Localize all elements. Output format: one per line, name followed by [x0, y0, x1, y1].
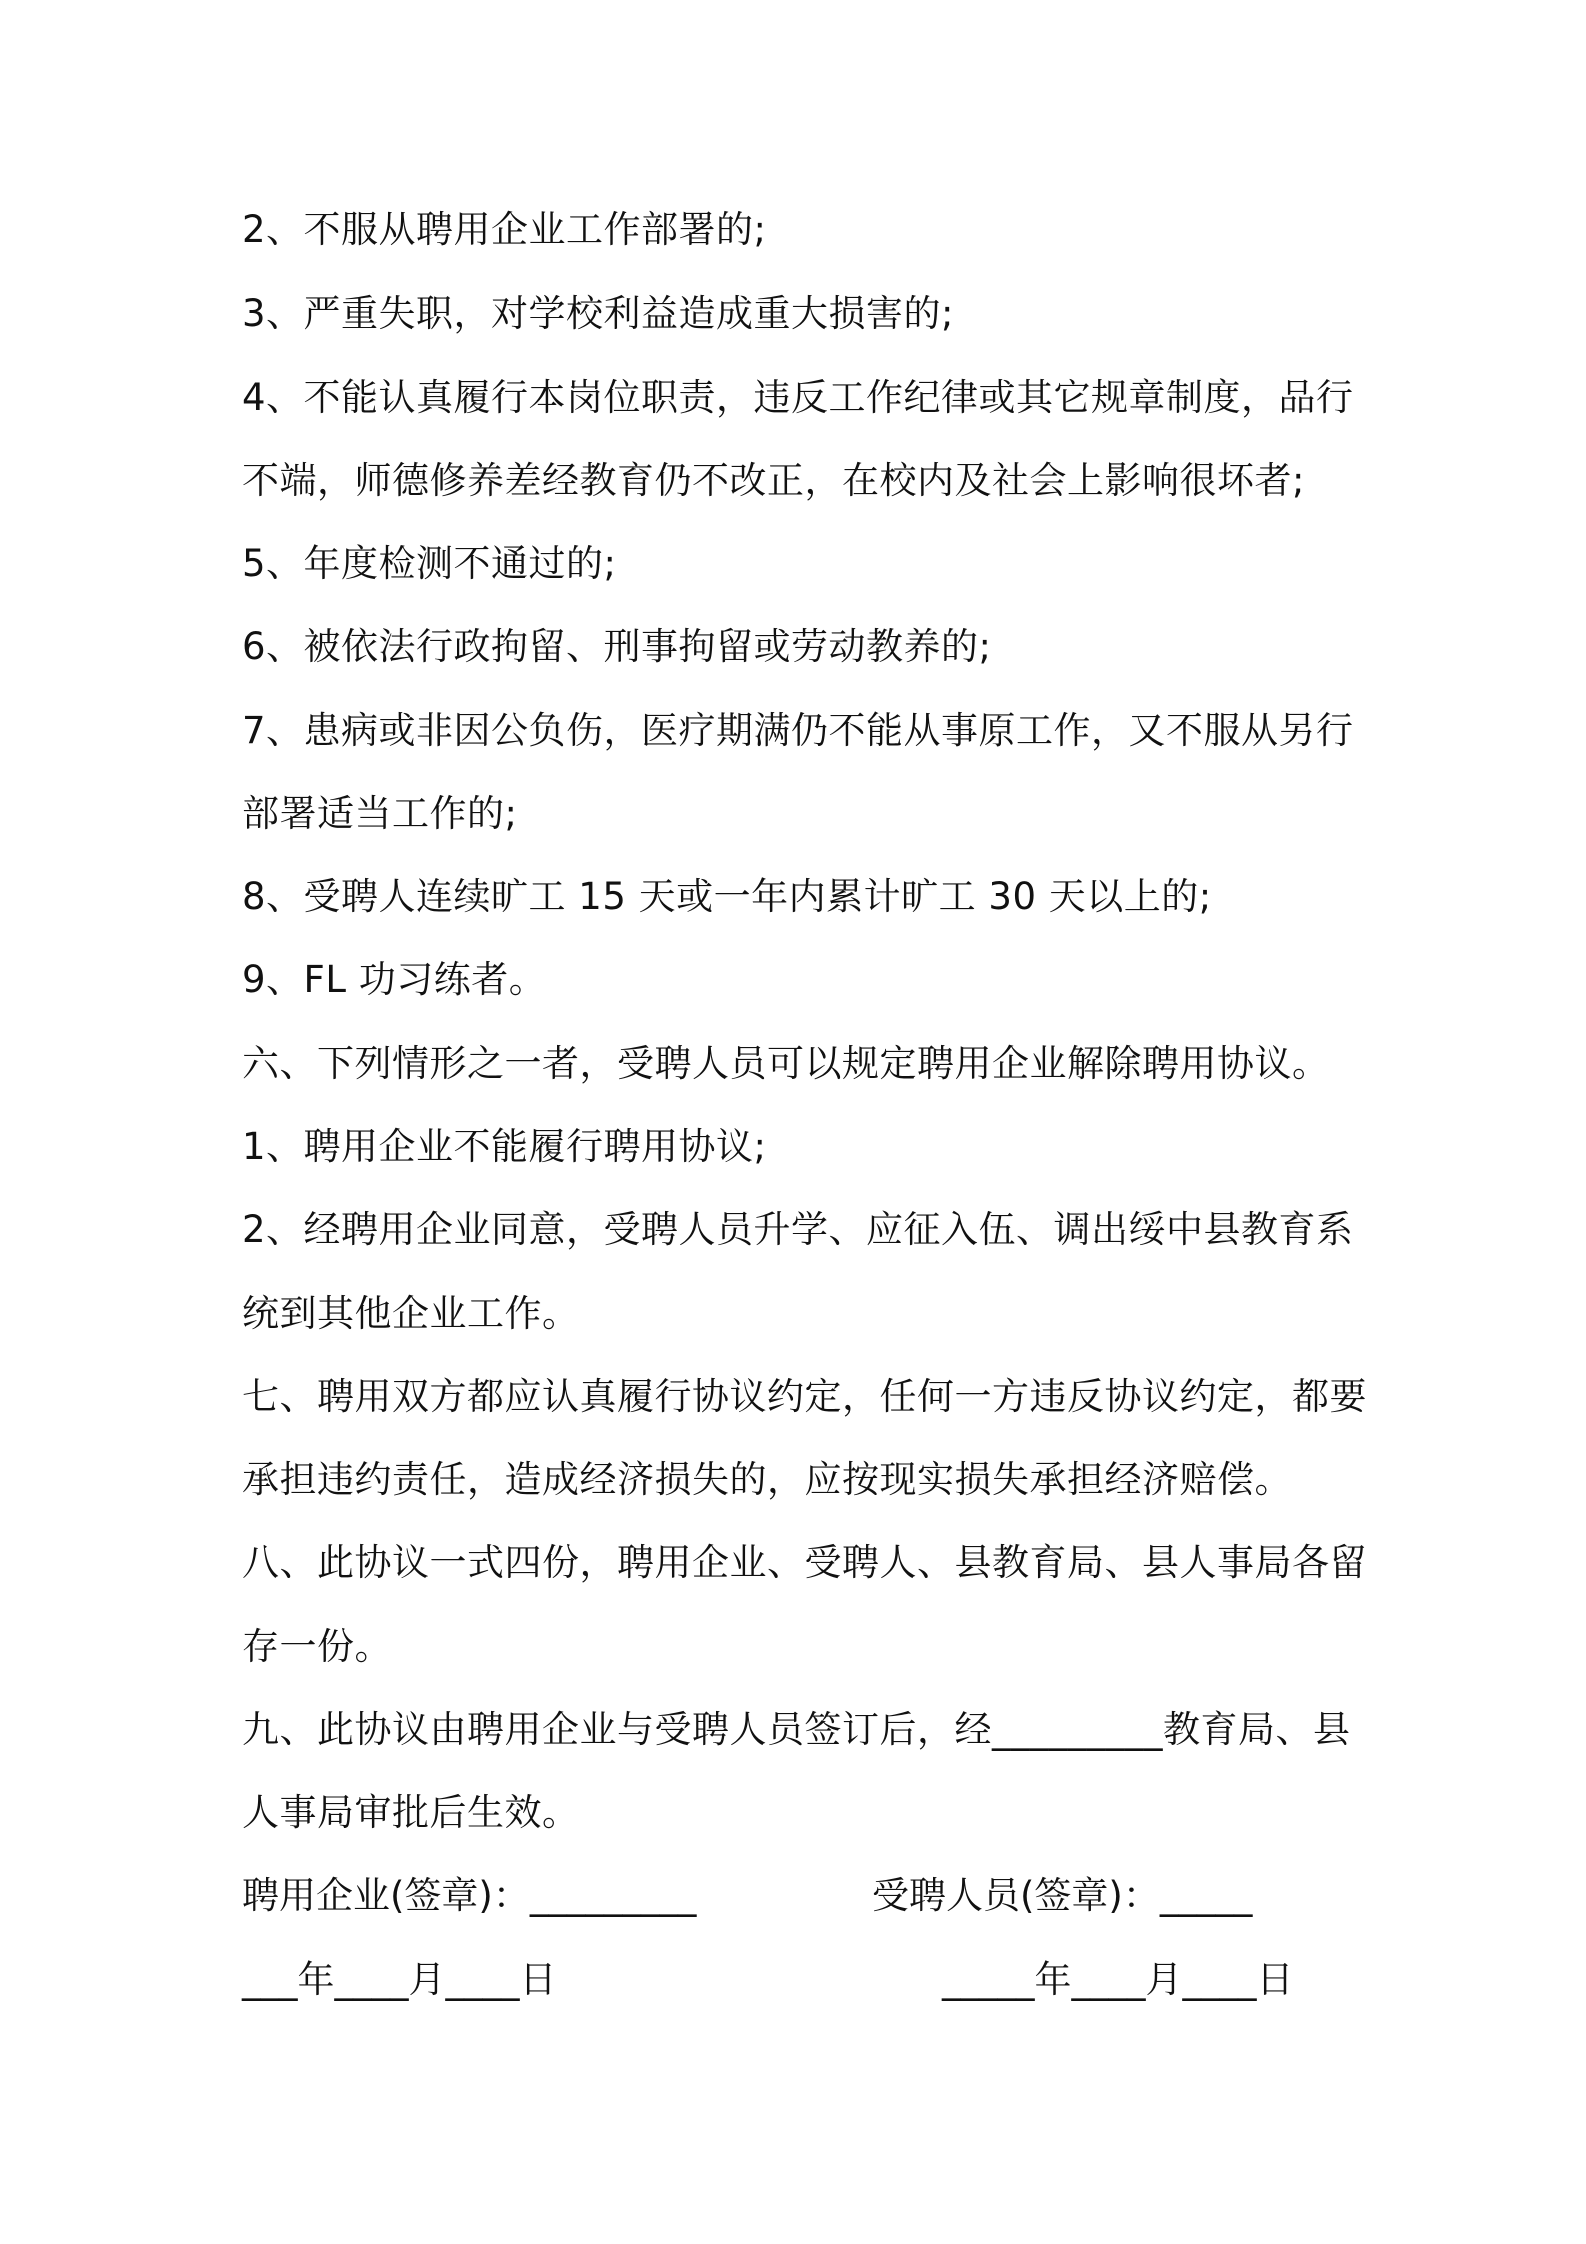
employer-date: ___年____月____日 [242, 1958, 557, 2001]
clause-line: 3、严重失职，对学校利益造成重大损害的; [242, 292, 955, 335]
section-heading-line: 七、聘用双方都应认真履行协议约定，任何一方违反协议约定，都要 [242, 1375, 1367, 1418]
clause-line: 8、受聘人连续旷工 15 天或一年内累计旷工 30 天以上的; [242, 875, 1212, 918]
signature-row [242, 1870, 1362, 1922]
employer-signature: 聘用企业(签章)：_________ [242, 1874, 697, 1917]
clause-line: 统到其他企业工作。 [242, 1292, 580, 1335]
clause-line: 2、经聘用企业同意，受聘人员升学、应征入伍、调出绥中县教育系 [242, 1208, 1354, 1251]
clause-line: 5、年度检测不通过的; [242, 542, 617, 585]
section-heading-line: 八、此协议一式四份，聘用企业、受聘人、县教育局、县人事局各留 [242, 1541, 1367, 1584]
clause-line: 存一份。 [242, 1625, 392, 1668]
clause-line: 6、被依法行政拘留、刑事拘留或劳动教养的; [242, 625, 992, 668]
clause-line: 9、FL 功习练者。 [242, 958, 547, 1001]
clause-line: 1、聘用企业不能履行聘用协议; [242, 1125, 767, 1168]
employee-signature: 受聘人员(签章)：_____ [872, 1874, 1253, 1917]
date-row [242, 1954, 1362, 2006]
clause-line: 人事局审批后生效。 [242, 1791, 580, 1834]
clause-line: 4、不能认真履行本岗位职责，违反工作纪律或其它规章制度，品行 [242, 376, 1354, 419]
employee-date: _____年____月____日 [942, 1958, 1294, 2001]
section-heading-line: 九、此协议由聘用企业与受聘人员签订后，经_________教育局、县 [242, 1708, 1351, 1751]
clause-line: 不端，师德修养差经教育仍不改正，在校内及社会上影响很坏者; [242, 459, 1305, 502]
section-heading-line: 六、下列情形之一者，受聘人员可以规定聘用企业解除聘用协议。 [242, 1042, 1330, 1085]
clause-line: 部署适当工作的; [242, 792, 518, 835]
clause-line: 7、患病或非因公负伤，医疗期满仍不能从事原工作，又不服从另行 [242, 709, 1354, 752]
clause-line: 承担违约责任，造成经济损失的，应按现实损失承担经济赔偿。 [242, 1458, 1292, 1501]
clause-line: 2、不服从聘用企业工作部署的; [242, 208, 767, 251]
